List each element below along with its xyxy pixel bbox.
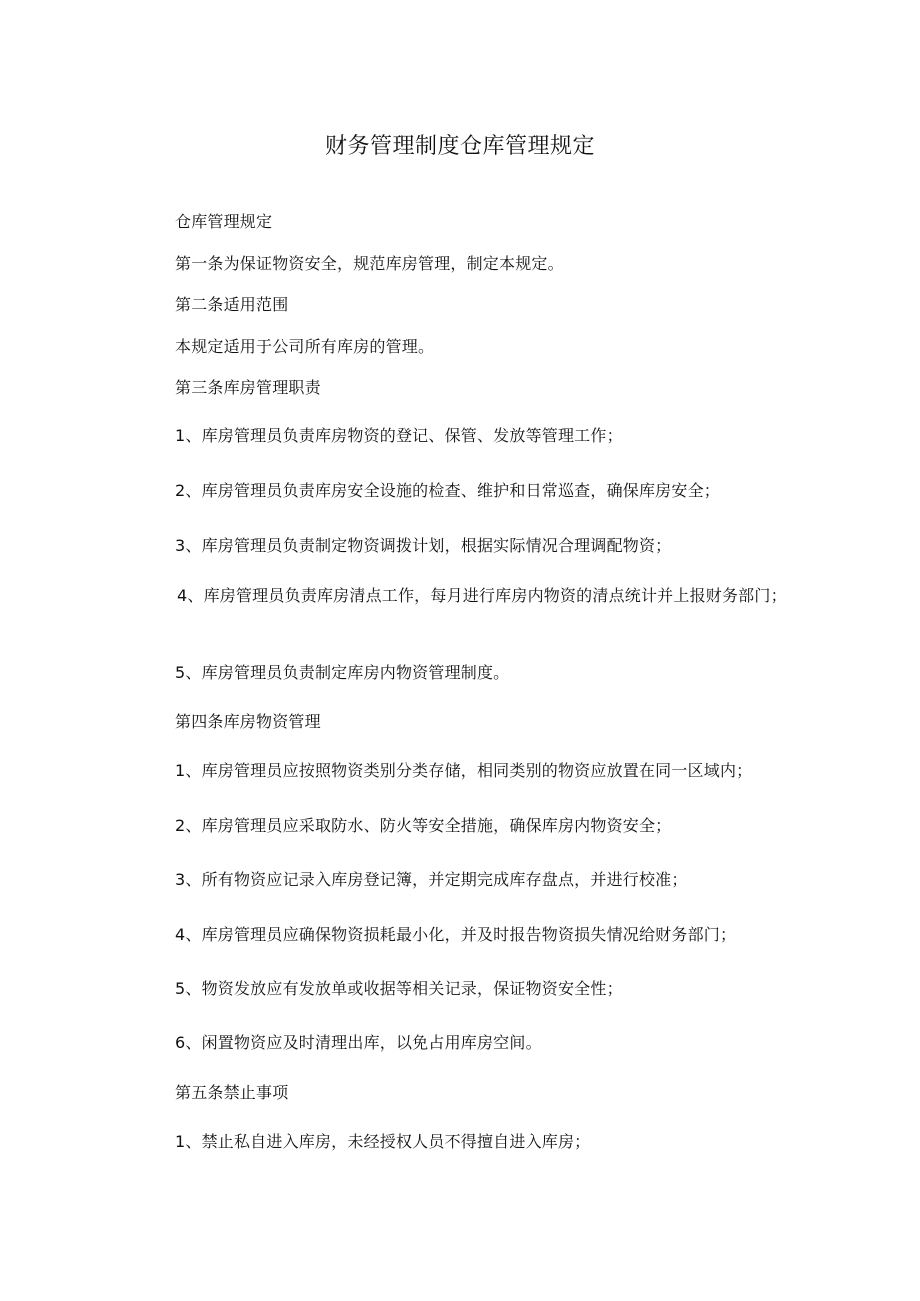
document-title: 财务管理制度仓库管理规定 [324,134,595,159]
article-3-item-2: 2、库房管理员负责库房安全设施的检查、维护和日常巡查，确保库房安全； [175,481,720,500]
article-3-item-5: 5、库房管理员负责制定库房内物资管理制度。 [175,663,510,682]
section-heading: 仓库管理规定 [175,212,273,231]
article-3-item-3: 3、库房管理员负责制定物资调拨计划，根据实际情况合理调配物资； [175,536,672,555]
article-5-heading: 第五条禁止事项 [175,1083,289,1102]
article-4-item-6: 6、闲置物资应及时清理出库，以免占用库房空间。 [175,1033,542,1052]
article-4-item-4: 4、库房管理员应确保物资损耗最小化，并及时报告物资损失情况给财务部门； [175,925,737,944]
article-3-item-4: 4、库房管理员负责库房清点工作，每月进行库房内物资的清点统计并上报财务部门； [177,586,787,605]
article-2-text: 本规定适用于公司所有库房的管理。 [175,337,435,356]
article-5-item-1: 1、禁止私自进入库房，未经授权人员不得擅自进入库房； [175,1132,591,1151]
article-4-heading: 第四条库房物资管理 [175,712,321,731]
article-4-item-3: 3、所有物资应记录入库房登记簿，并定期完成库存盘点，并进行校准； [175,870,688,889]
article-4-item-5: 5、物资发放应有发放单或收据等相关记录，保证物资安全性； [175,979,623,998]
article-3-heading: 第三条库房管理职责 [175,378,321,397]
article-3-item-1: 1、库房管理员负责库房物资的登记、保管、发放等管理工作； [175,426,623,445]
article-2-heading: 第二条适用范围 [175,295,289,314]
article-4-item-2: 2、库房管理员应采取防水、防火等安全措施，确保库房内物资安全； [175,816,672,835]
article-4-item-1: 1、库房管理员应按照物资类别分类存储，相同类别的物资应放置在同一区域内； [175,761,753,780]
article-1-text: 第一条为保证物资安全，规范库房管理，制定本规定。 [175,254,564,273]
